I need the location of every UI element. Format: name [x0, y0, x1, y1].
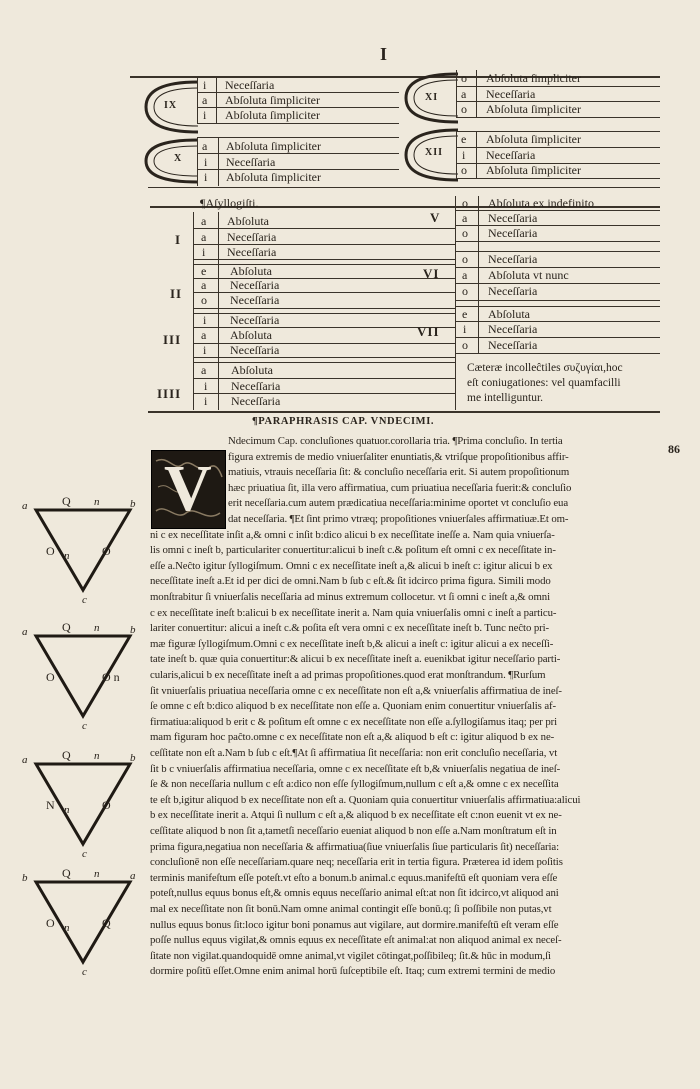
body-line: te eſt b,igitur aliquod b ex neceſſitate non eſt a. Quoniam quia conuertitur vniuerſalis affirmatiua:alicui	[150, 793, 581, 806]
ii-row2-letter: a	[201, 278, 207, 292]
bracket-x-icon	[140, 136, 200, 186]
body-line: lariter conuertitur: alicui a ineſt c.& poſita eſt vera omni c ex neceſſitate ineſt b. Tunc neĉto pri-	[150, 622, 550, 635]
iiii-row1-letter: a	[201, 363, 207, 377]
diagram-label-left-mid2: n	[64, 922, 70, 934]
diagram-label-right-mid: O	[102, 544, 111, 558]
v-row3-letter: o	[462, 226, 468, 240]
diagram-label-top-mid2: n	[94, 750, 100, 762]
iii-row2-text: Abſoluta	[230, 328, 272, 342]
xi-row2-letter: a	[461, 87, 467, 101]
diagram-label-bottom: c	[82, 848, 87, 860]
diagram-label-bottom: c	[82, 720, 87, 732]
body-line: firmatiua:aliquod b erit c & poſitum eſt omne c ex neceſſitate non eſſe a.ſyllogiſamus itaq; per pri	[150, 715, 558, 728]
body-line: lis omni c ineſt b, particulariter conuertitur:alicui b ineſt c.& poſitum eſt omni c ex neceſſitate in-	[150, 544, 556, 557]
body-line: ceſſitate non eſt a.Nam b ſub c eſt.¶At ſi affirmatiua ſit neceſſaria: non erit concluſio neceſſaria, vt	[150, 747, 558, 759]
body-line: eſſe a.Neĉto igitur ſyllogiſmum. Omni c ex neceſſitate ineſt a,& alicui b ineſt c: igitur alicui b ex	[150, 559, 553, 572]
lower-divider	[455, 196, 456, 410]
body-line: nullus equus bonus ſit:loco igitur boni ponamus aut vigilare, aut dormire.manifeſtū eſt veram eſſe	[150, 918, 559, 931]
x-row3-letter: i	[204, 170, 208, 184]
v-row1-text: Abſoluta ex indefinito	[488, 196, 594, 210]
roman-xii: XII	[425, 147, 444, 158]
x-row3-text: Abſoluta ſimpliciter	[226, 170, 321, 184]
diagram-label-top-mid1: Q	[62, 866, 71, 880]
body-line: prima figura,negatiua non neceſſaria & affirmatiua(ſiue vniuerſalis ſiue particularis ſit) neceſſaria:	[150, 840, 560, 853]
vi-row3-text: Neceſſaria	[488, 284, 538, 298]
x-row2-letter: i	[204, 155, 208, 169]
v-row2-letter: a	[462, 211, 468, 225]
body-line: dormire poſitū eſſet.Omne enim animal horū ſuſceptibile eſt. Itaq; cum extremi termini de medio	[150, 965, 556, 978]
body-line: ceſſitate aliquod b non ſit a,tametſi neceſſario eueniat aliquod b non eſſe a.Nam monſtratum eſt in	[150, 825, 557, 837]
diagram-label-right-mid: Q	[102, 916, 111, 930]
x-row2-text: Neceſſaria	[226, 155, 276, 169]
body-line: mal ex neceſſitate non ſit bonū.Nam omne animal contingit eſſe bonū.q; ſi poſſibile non putas,vt	[150, 903, 552, 915]
drop-cap-letter: V	[164, 452, 212, 525]
diagram-label-left-mid: O	[46, 670, 55, 684]
diagram-label-top-mid2: n	[94, 622, 100, 634]
diagram-label-bottom: c	[82, 966, 87, 978]
body-line: ſe omne c eſt b:dico aliquod b ex neceſſitate non eſſe a. Quoniam enim conuertitur vniuerſalis af-	[150, 700, 557, 713]
triangle-diagram	[20, 748, 150, 862]
diagram-label-top-mid2: n	[94, 496, 100, 508]
body-line: figura extremis de medio vniuerſaliter enuntiatis,& vtriſque propoſitionibus affir-	[228, 450, 569, 463]
vi-row1-letter: o	[462, 252, 468, 266]
iii-row1-letter: i	[203, 313, 207, 327]
xi-row1-text: Abſoluta ſimpliciter	[486, 71, 581, 85]
diagram-label-top-right: b	[130, 752, 136, 764]
body-line: concluſionē non eſſe neceſſariam.quare neq; neceſſaria erit in tertia figura. Præterea id idem poſitis	[150, 856, 563, 869]
ix-row2-letter: a	[202, 93, 208, 107]
diagram-label-top-right: b	[130, 624, 136, 636]
vii-row3-text: Neceſſaria	[488, 338, 538, 352]
vii-row3-letter: o	[462, 338, 468, 352]
diagram-label-top-right: b	[130, 498, 136, 510]
triangle-diagram	[20, 494, 150, 608]
body-line: ſe & non neceſſaria nullum c eſt a:dico non eſſe ſyllogiſmum,nullum c eſt a,& omne c ex neceſſita	[150, 778, 559, 791]
body-line: erit neceſſaria.cum autem prædicatiua neceſſaria:minime oportet vt concluſio eua	[228, 497, 569, 510]
vi-row3-letter: o	[462, 284, 468, 298]
lower-bottom-rule	[148, 411, 660, 413]
x-row1-letter: a	[202, 139, 208, 153]
body-line: cularis,alicui b ex neceſſitate ineſt a ad primas propoſitiones.quod erat monſtrandum. ¶Rurſum	[150, 669, 546, 681]
diagram-label-left-mid2: n	[64, 550, 70, 562]
roman-x: X	[174, 153, 183, 164]
ix-row1-letter: i	[203, 78, 207, 92]
asyllogisti-header: ¶Aſyllogiſti.	[200, 196, 259, 210]
body-line: b ex neceſſitate inerit a. Atqui ſi nullum c eſt a,& aliquod b ex neceſſitate eſt c:non euenit vt ex ne-	[150, 809, 562, 822]
diagram-label-right-mid: O n	[102, 670, 120, 684]
ix-row3-text: Abſoluta ſimpliciter	[225, 108, 320, 122]
diagram-label-top-mid1: Q	[62, 620, 71, 634]
diagram-label-top-mid2: n	[94, 868, 100, 880]
triangle-icon	[20, 624, 150, 734]
xi-row3-text: Abſoluta ſimpliciter	[486, 102, 581, 116]
roman-v: V	[430, 210, 441, 225]
body-line: ſit b c vniuerſalis affirmatiua neceſſaria, omne c ex neceſſitate eſt b,& vniuerſalis negatiua de ineſ-	[150, 762, 561, 775]
roman-vi: VI	[423, 266, 440, 281]
iii-row1-text: Neceſſaria	[230, 313, 280, 327]
xi-row3-letter: o	[461, 102, 467, 116]
body-line: mam figuram hoc paĉto.omne c ex neceſſitate non eſt a,& aliquod b eſt c: igitur aliquod b ex ne-	[150, 731, 555, 744]
roman-vii: VII	[417, 324, 440, 339]
diagram-label-right-mid: O	[102, 798, 111, 812]
iii-row2-letter: a	[201, 328, 207, 342]
iiii-row2-text: Neceſſaria	[231, 379, 281, 393]
vii-row2-letter: i	[463, 322, 467, 336]
ix-row2-text: Abſoluta ſimpliciter	[225, 93, 320, 107]
ii-row3-text: Neceſſaria	[230, 293, 280, 307]
roman-xi: XI	[425, 92, 439, 103]
margin-number: 86	[668, 442, 680, 456]
diagram-label-top-mid1: Q	[62, 748, 71, 762]
v-row2-text: Neceſſaria	[488, 211, 538, 225]
vi-row1-text: Neceſſaria	[488, 252, 538, 266]
xii-row2-letter: i	[462, 148, 466, 162]
i-row1-letter: a	[201, 214, 207, 228]
body-line: tate ineſt b. quæ quia conuertitur:& alicui b ex neceſſitate ineſt a. euenikbat igitur neceſſario parti-	[150, 653, 561, 666]
iii-row3-letter: i	[203, 343, 207, 357]
diagram-label-top-left: a	[22, 500, 28, 512]
diagram-label-bottom: c	[82, 594, 87, 606]
body-line: hæc priuatiua ſit, illa vero affirmatiua, cum priuatiua neceſſaria fuerit:& concluſio	[228, 481, 572, 494]
body-line: Ndecimum Cap. concluſiones quatuor.corollaria tria. ¶Prima concluſio. In tertia	[228, 435, 563, 447]
note-line-1: Cæteræ incolleĉtiles συζυγίαι,hoc	[467, 362, 623, 374]
diagram-label-top-right: a	[130, 870, 136, 882]
body-line: mæ figuræ ſyllogiſmum.Omni c ex neceſſitate ineſt b,& alicui a ineſt c: igitur alicui a ex neceſſi-	[150, 637, 554, 650]
iiii-row2-letter: i	[204, 379, 208, 393]
i-row2-text: Neceſſaria	[227, 230, 277, 244]
xii-row1-text: Abſoluta ſimpliciter	[486, 132, 581, 146]
triangle-icon	[20, 870, 150, 980]
diagram-label-top-left: a	[22, 754, 28, 766]
xii-row2-text: Neceſſaria	[486, 148, 536, 162]
ix-row1-text: Neceſſaria	[225, 78, 275, 92]
xi-row1-letter: o	[461, 71, 467, 85]
roman-ii: II	[170, 286, 183, 301]
roman-ix: IX	[164, 100, 178, 111]
diagram-label-left-mid2: n	[64, 804, 70, 816]
i-row1-text: Abſoluta	[227, 214, 269, 228]
ii-row1-letter: e	[201, 264, 207, 278]
triangle-icon	[20, 752, 150, 862]
diagram-label-top-mid1: Q	[62, 494, 71, 508]
body-line: poſſe nullus equus vigilat,& omnis equus ex neceſſitate eſt animal:at non aliquod animal ex neceſ-	[150, 934, 562, 947]
xii-row1-letter: e	[461, 132, 467, 146]
xii-row3-text: Abſoluta ſimpliciter	[486, 163, 581, 177]
v-row1-letter: o	[462, 196, 468, 210]
xi-row2-text: Neceſſaria	[486, 87, 536, 101]
top-bottom-rule	[148, 187, 660, 188]
xii-row3-letter: o	[461, 163, 467, 177]
i-row3-text: Neceſſaria	[227, 245, 277, 259]
chapter-heading: ¶PARAPHRASIS CAP. VNDECIMI.	[252, 416, 435, 427]
ii-row1-text: Abſoluta	[230, 264, 272, 278]
v-row3-text: Neceſſaria	[488, 226, 538, 240]
body-line: terminis manifeſtum eſſe poteſt.vt eſto a bonum.b animal.c equus.manifeſtū eſt quoniam vera eſſe	[150, 871, 558, 884]
roman-iiii: IIII	[157, 386, 182, 401]
ii-row2-text: Neceſſaria	[230, 278, 280, 292]
roman-iii: III	[163, 332, 182, 347]
i-row3-letter: i	[202, 245, 206, 259]
i-row2-letter: a	[201, 230, 207, 244]
x-row1-text: Abſoluta ſimpliciter	[226, 139, 321, 153]
note-line-3: me intelliguntur.	[467, 392, 544, 404]
body-line: ni c ex neceſſitate inſit a,& omni c inſit b:dico alicui b ex neceſſitate ineſſe a. Nam quia vniuerſa-	[150, 528, 555, 541]
body-line: monſtrabitur ſi vniuerſalis neceſſaria ad minus extremum collocetur. vt ſi omni c ineſt a,& omni	[150, 591, 550, 603]
body-line: dat neceſſaria. ¶Et ſint primo vtræq; propoſitiones vniuerſales affirmatiuæ.Et om-	[228, 513, 569, 525]
triangle-diagram	[20, 866, 150, 980]
diagram-label-left-mid: O	[46, 544, 55, 558]
note-line-2: eſt coniugationes: vel quamfacilli	[467, 377, 621, 389]
drop-cap	[151, 450, 226, 529]
iiii-row3-text: Neceſſaria	[231, 394, 281, 408]
body-line: poteſt,nullus equus bonus eſt,& omnis equus neceſſario animal eſt:at non ſit idcirco,vt aliquod ani	[150, 887, 559, 900]
iiii-row3-letter: i	[204, 394, 208, 408]
page-number: I	[380, 44, 388, 64]
body-line: neceſſitate ineſt a.Et id per dici de omni.Nam b ſub c eſt.& ſit idcirco prima figura. Simili modo	[150, 575, 551, 588]
body-line: c ex neceſſitate ineſt b:alicui b ex neceſſitate inerit a. Nam quia vniuerſalis omni c ineſt a particu-	[150, 606, 557, 619]
vii-row2-text: Neceſſaria	[488, 322, 538, 336]
vii-row1-text: Abſoluta	[488, 307, 530, 321]
body-line: ſitate non vigilat.quandoquidē omne animal,vt vigilet cōtingat,poſſibileq; ſit.& hūc in modum,ſi	[150, 949, 551, 962]
iiii-row1-text: Abſoluta	[231, 363, 273, 377]
body-line: ſit vniuerſalis priuatiua neceſſaria omne c ex neceſſitate non eſt a,& vniuerſalis affirmatiua de ineſ-	[150, 684, 562, 697]
ii-row3-letter: o	[201, 293, 207, 307]
vi-row2-letter: a	[462, 268, 468, 282]
diagram-label-top-left: b	[22, 872, 28, 884]
roman-i: I	[175, 232, 182, 247]
triangle-diagram	[20, 620, 150, 734]
diagram-label-top-left: a	[22, 626, 28, 638]
diagram-label-left-mid: O	[46, 916, 55, 930]
body-line: matiuis, vtrauis neceſſaria ſit: & concluſio neceſſaria erit. Si autem propoſitionum	[228, 466, 570, 479]
ix-row3-letter: i	[203, 108, 207, 122]
vii-row1-letter: e	[462, 307, 468, 321]
diagram-label-left-mid: N	[46, 798, 55, 812]
triangle-icon	[20, 498, 150, 608]
vi-row2-text: Abſoluta vt nunc	[488, 268, 569, 282]
iii-row3-text: Neceſſaria	[230, 343, 280, 357]
